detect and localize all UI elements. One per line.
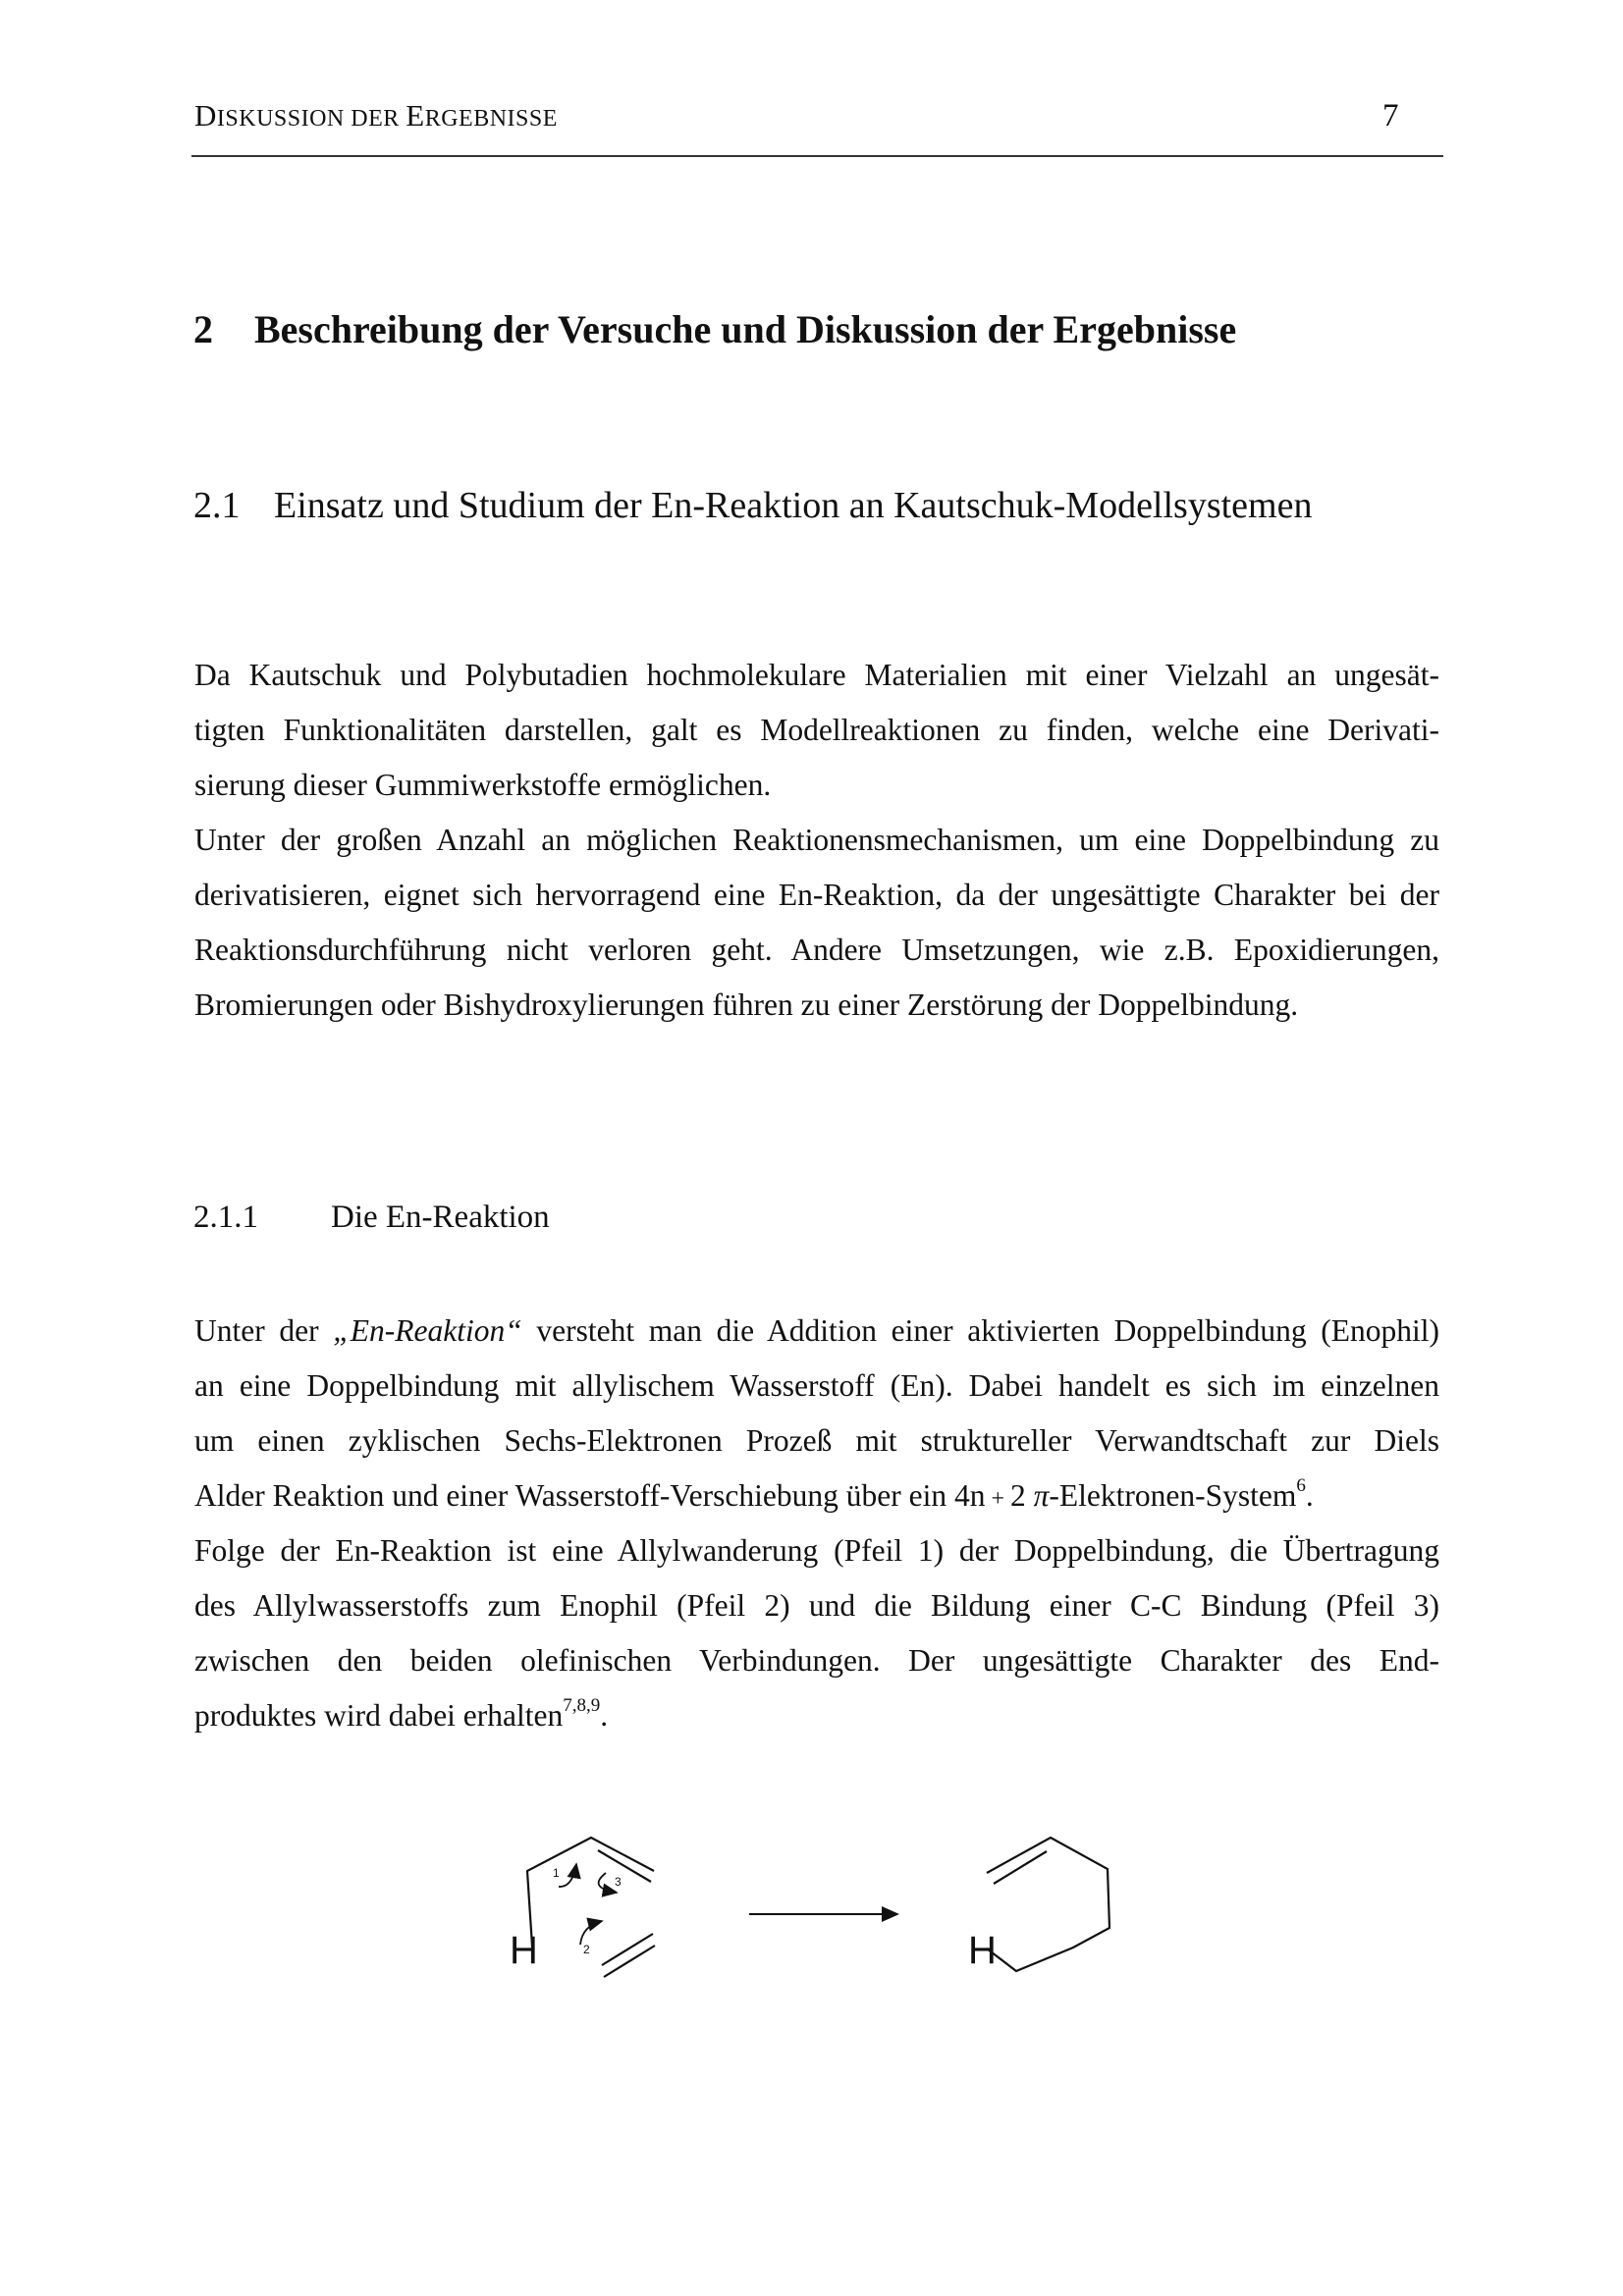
text-line: derivatisieren, eignet sich hervorragend eine En-Reaktion, da der ungesättigte Charakter bei der	[194, 878, 1439, 912]
subsubsection-title: Die En-Reaktion	[331, 1200, 550, 1235]
text-line: sierung dieser Gummiwerkstoffe ermöglichen.	[194, 768, 772, 802]
text-line: Bromierungen oder Bishydroxylierungen führen zu einer Zerstörung der Doppelbindung.	[194, 988, 1299, 1022]
text-line: zwischen den beiden olefinischen Verbindungen. Der ungesättigte Charakter des End-	[194, 1643, 1439, 1678]
text-line: Da Kautschuk und Polybutadien hochmolekulare Materialien mit einer Vielzahl an ungesät-	[194, 658, 1439, 692]
text-line: an eine Doppelbindung mit allylischem Wasserstoff (En). Dabei handelt es sich im einzelnen	[194, 1368, 1439, 1403]
text-line: produktes wird dabei erhalten$^{7,8,9}$.	[194, 1694, 609, 1733]
enophile-fragment	[602, 1934, 655, 1977]
curved-arrow-2	[580, 1921, 602, 1945]
ene-fragment	[527, 1838, 654, 1946]
curved-arrow-1	[559, 1864, 576, 1887]
text-line: Folge der En-Reaktion ist eine Allylwanderung (Pfeil 1) der Doppelbindung, die Übertragung	[194, 1533, 1439, 1568]
citation-6: 6	[1296, 1474, 1306, 1496]
arrow-label-1: 1	[553, 1866, 560, 1880]
citation-7-8-9: 7,8,9	[563, 1694, 601, 1716]
section-title: Beschreibung der Versuche und Diskussion der Ergebnisse	[254, 307, 1237, 351]
curved-arrows	[559, 1864, 617, 1945]
reactant-hydrogen-label: H	[510, 1929, 538, 1972]
text-line: Reaktionsdurchführung nicht verloren geht. Andere Umsetzungen, wie z.B. Epoxidierungen,	[194, 933, 1439, 967]
arrow-label-3: 3	[615, 1875, 622, 1889]
term-en-reaktion: „En-Reaktion“	[333, 1313, 522, 1348]
subsection-number: 2.1	[193, 485, 241, 526]
paragraph-intro	[194, 648, 1439, 1033]
subsection-title: Einsatz und Studium der En-Reaktion an Kautschuk-Modellsystemen	[274, 485, 1313, 526]
text-line: Unter der großen Anzahl an möglichen Reaktionensmechanismen, um eine Doppelbindung zu	[194, 823, 1439, 857]
text-line: tigten Funktionalitäten darstellen, galt es Modellreaktionen zu finden, welche eine Derivati-	[194, 713, 1439, 747]
page-number: 7	[1382, 98, 1399, 133]
subsection-heading	[193, 484, 1312, 527]
text-line: Unter der „En-Reaktion“ versteht man die Addition einer aktivierten Doppelbindung (Enophil)	[194, 1313, 1439, 1348]
subsubsection-heading	[193, 1200, 550, 1236]
subsubsection-number: 2.1.1	[193, 1200, 258, 1235]
cyclohexene-product	[987, 1838, 1109, 1971]
en-reaction-scheme	[471, 1816, 1159, 2012]
paragraph-en-reaction	[194, 1304, 1439, 1743]
header-rule	[191, 155, 1443, 157]
section-number: 2	[193, 307, 213, 351]
arrow-label-2: 2	[583, 1943, 590, 1956]
text-line: des Allylwasserstoffs zum Enophil (Pfeil 2) und die Bildung einer C-C Bindung (Pfeil 3)	[194, 1588, 1439, 1623]
running-header-title: DISKUSSION DER ERGEBNISSE	[194, 98, 558, 133]
section-heading	[193, 306, 1236, 352]
text-line: Alder Reaktion und einer Wasserstoff-Verschiebung über ein 4n + 2 π-Elektronen-System$^6$.	[194, 1474, 1314, 1513]
product-hydrogen-label: H	[968, 1929, 997, 1972]
text-line: um einen zyklischen Sechs-Elektronen Prozeß mit struktureller Verwandtschaft zur Diels	[194, 1423, 1439, 1458]
